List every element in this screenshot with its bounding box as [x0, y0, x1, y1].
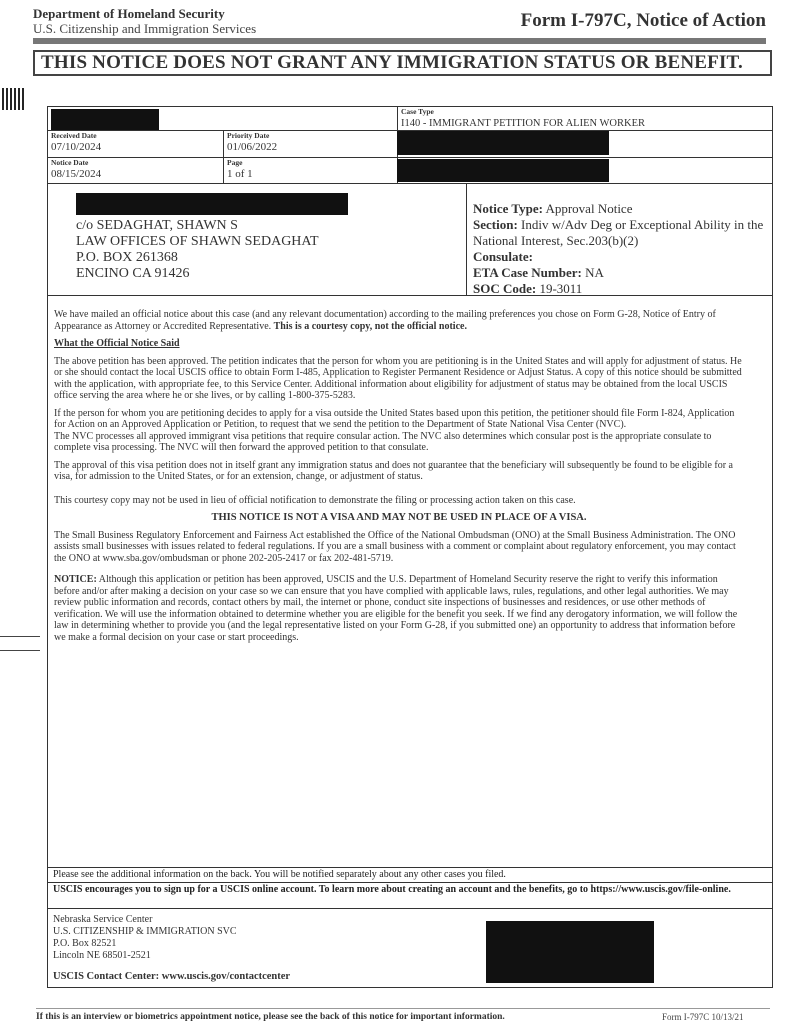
- footer-note: If this is an interview or biometrics appointment notice, please see the back of this notice for important information.: [36, 1012, 505, 1022]
- consulate: [473, 249, 533, 265]
- service-center-line-1: Nebraska Service Center: [53, 914, 153, 925]
- header-divider: [33, 38, 766, 44]
- priority-date-value: 01/06/2022: [227, 141, 278, 153]
- notice-body: [54, 309, 744, 643]
- priority-date-cell: [223, 130, 398, 158]
- eta-label: ETA Case Number:: [473, 265, 582, 280]
- form-edition: Form I-797C 10/13/21: [662, 1012, 744, 1022]
- margin-mark: [0, 650, 40, 651]
- online-account-notice: USCIS encourages you to sign up for a USCIS online account. To learn more about creating an account and the benefits, go to https://www.uscis.gov/file-online.: [47, 882, 773, 909]
- service-center-line-2: U.S. CITIZENSHIP & IMMIGRATION SVC: [53, 926, 237, 937]
- eta-value: NA: [585, 265, 604, 280]
- notice-date-value: 08/15/2024: [51, 168, 102, 180]
- address-line-4: ENCINO CA 91426: [76, 266, 190, 281]
- notice-date-cell: [47, 157, 224, 184]
- service-center-address: [53, 914, 237, 962]
- page-value: 1 of 1: [227, 168, 253, 180]
- soc-label: SOC Code:: [473, 281, 537, 296]
- received-date-value: 07/10/2024: [51, 141, 102, 153]
- verification-notice: NOTICE: Although this application or petition has been approved, USCIS and the U.S. Department of Homeland Security reserve the right to verify this information before and/or after making a decision on your case so we can ensure that you have complied with applicable laws, rules, regulations, and other legal authorities. We may review public information and records, contact others by mail, the internet or phone, conduct site inspections of businesses and residences, or use other methods of verification. We will use the information obtained to determine whether you are eligible for the benefit you seek. If we find any derogatory information, we will follow the law in determining whether to provide you (and the legal representative listed on your Form G-28, if you submitted one) an opportunity to address that information before we make a formal decision on your case or start proceedings.: [54, 574, 738, 643]
- section-heading: What the Official Notice Said: [54, 338, 180, 349]
- agency-name: U.S. Citizenship and Immigration Services: [33, 21, 257, 36]
- service-center-line-4: Lincoln NE 68501-2521: [53, 950, 151, 961]
- redacted-beneficiary: [397, 159, 609, 182]
- priority-date-label: Priority Date: [227, 131, 270, 140]
- received-date-label: Received Date: [51, 131, 97, 140]
- barcode-icon: [2, 88, 24, 110]
- footer-divider: [36, 1008, 770, 1009]
- nvc-paragraph: The NVC processes all approved immigrant visa petitions that require consular action. The NVC also determines which consular post is the appropriate consulate to complete visa processing. The NVC will then forward the approved petition to that consulate.: [54, 430, 712, 453]
- redacted-petitioner: [397, 131, 609, 155]
- visa-abroad-paragraph: If the person for whom you are petitioning decides to apply for a visa outside the United States based upon this petition, the petitioner should file Form I-824, Application for Action on an Approved Application or Petition, to request that we send the petition to the Department of State National Visa Center (NVC).: [54, 407, 735, 430]
- address-line-2: LAW OFFICES OF SHAWN SEDAGHAT: [76, 234, 319, 249]
- no-status-paragraph: The approval of this visa petition does not in itself grant any immigration status and does not guarantee that the beneficiary will subsequently be found to be eligible for a visa, for admission to the United States, or for an extension, change, or adjustment of status.: [54, 459, 733, 482]
- soc-value: 19-3011: [539, 281, 583, 296]
- case-type-value: I140 - IMMIGRANT PETITION FOR ALIEN WORKER: [401, 118, 646, 129]
- form-title: Form I-797C, Notice of Action: [520, 10, 766, 31]
- notice-type: [473, 201, 769, 217]
- address-line-1: c/o SEDAGHAT, SHAWN S: [76, 218, 238, 233]
- courtesy-paragraph: We have mailed an official notice about this case (and any relevant documentation) according to the mailing preferences you chose on Form G-28, Notice of Entry of Appearance as Attorney or Accredited Representative. This is a courtesy copy, not the official notice.: [54, 309, 716, 332]
- redacted-receipt-number: [51, 109, 159, 130]
- page-cell: [223, 157, 398, 184]
- consulate-label: Consulate:: [473, 249, 533, 264]
- notice-type-label: Notice Type:: [473, 201, 543, 216]
- department-name: Department of Homeland Security: [33, 6, 225, 21]
- case-type-label: Case Type: [401, 107, 434, 116]
- notice-type-value: Approval Notice: [545, 201, 633, 216]
- soc-code: [473, 281, 582, 297]
- redacted-addressee: [76, 193, 348, 215]
- additional-info-line: Please see the additional information on the back. You will be notified separately about any other cases you filed.: [47, 867, 773, 883]
- margin-mark: [0, 636, 40, 637]
- redacted-barcode: [486, 921, 654, 983]
- section: [473, 217, 769, 249]
- received-date-cell: [47, 130, 224, 158]
- not-a-visa-statement: THIS NOTICE IS NOT A VISA AND MAY NOT BE USED IN PLACE OF A VISA.: [211, 512, 587, 523]
- case-type-cell: [397, 106, 773, 131]
- ombudsman-paragraph: The Small Business Regulatory Enforcement and Fairness Act established the Office of the National Ombudsman (ONO) at the Small Business Administration. The ONO assists small businesses with issues related to federal regulations. If you are a small business with a comment or complaint about regulatory enforcement, you may contact the ONO at www.sba.gov/ombudsman or phone 202-205-2417 or fax 202-481-5719.: [54, 529, 736, 564]
- section-value: Indiv w/Adv Deg or Exceptional Ability in the National Interest, Sec.203(b)(2): [473, 217, 764, 248]
- contact-center: USCIS Contact Center: www.uscis.gov/contactcenter: [53, 971, 291, 982]
- courtesy-copy-paragraph: This courtesy copy may not be used in lieu of official notification to demonstrate the filing or processing action taken on this case.: [54, 494, 576, 506]
- address-line-3: P.O. BOX 261368: [76, 250, 178, 265]
- page-label: Page: [227, 158, 243, 167]
- service-center-line-3: P.O. Box 82521: [53, 938, 117, 949]
- status-banner: THIS NOTICE DOES NOT GRANT ANY IMMIGRATION STATUS OR BENEFIT.: [33, 50, 772, 76]
- section-label: Section:: [473, 217, 518, 232]
- approval-paragraph: The above petition has been approved. The petition indicates that the person for whom you are petitioning is in the United States and will apply for adjustment of status. He or she should contact the local USCIS office to obtain Form I-485, Application to Register Permanent Residence or Adjust Status. A copy of this notice should be submitted with the application, with appropriate fee, to this Service Center. Additional information about eligibility for adjustment of status may be obtained from the local USCIS office serving the area where he or she lives, or by calling 1-800-375-5283.: [54, 355, 742, 401]
- notice-date-label: Notice Date: [51, 158, 89, 167]
- eta-case-number: [473, 265, 604, 281]
